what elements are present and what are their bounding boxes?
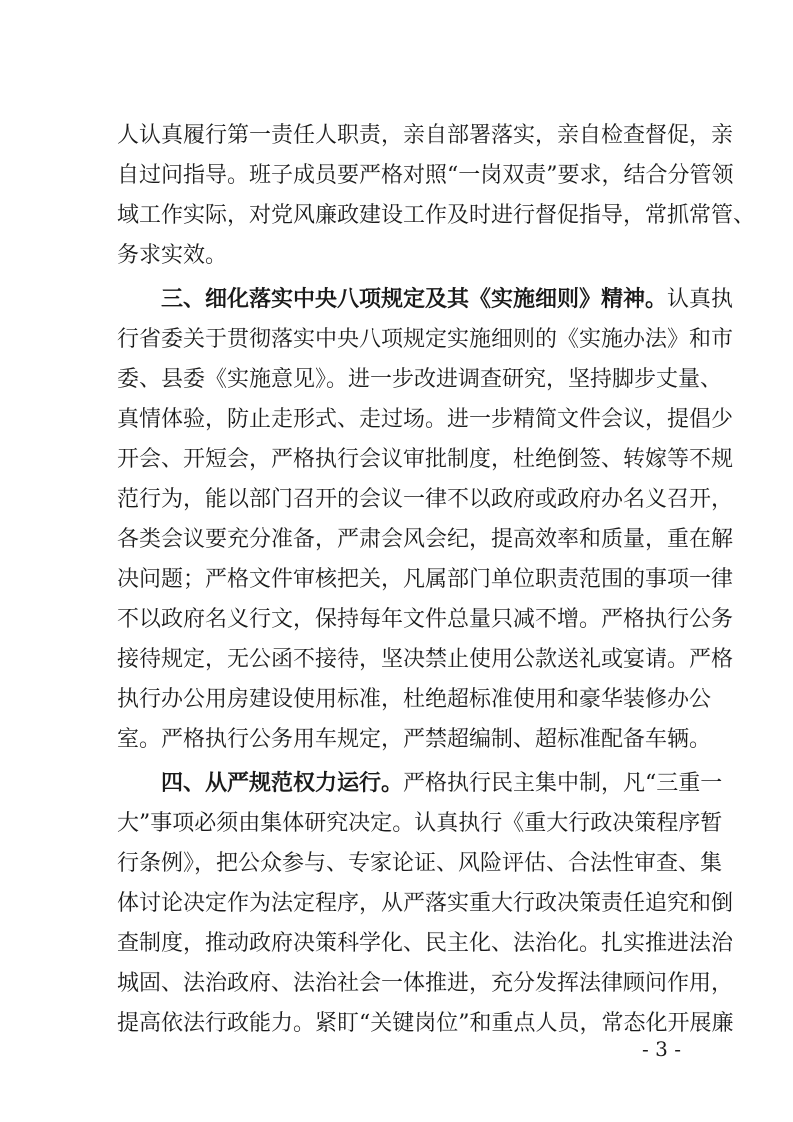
- paragraph-line: 行省委关于贯彻落实中央八项规定实施细则的《实施办法》和市: [117, 327, 734, 352]
- section-four-first-line: [161, 764, 723, 804]
- section-heading-three: 三、细化落实中央八项规定及其《实施细则》精神。: [161, 287, 668, 312]
- paragraph-line: 决问题；严格文件审核把关，凡属部门单位职责范围的事项一律: [117, 567, 734, 592]
- page-number: - 3 -: [642, 1037, 681, 1061]
- paragraph-line: 范行为，能以部门召开的会议一律不以政府或政府办名义召开，: [117, 487, 734, 512]
- paragraph-line: 接待规定，无公函不接待，坚决禁止使用公款送礼或宴请。严格: [117, 647, 734, 672]
- paragraph-line: 各类会议要充分准备，严肃会风会纪，提高效率和质量，重在解: [117, 527, 734, 552]
- paragraph-line: 执行办公用房建设使用标准，杜绝超标准使用和豪华装修办公: [117, 687, 712, 712]
- paragraph-line: 不以政府名义行文，保持每年文件总量只减不增。严格执行公务: [117, 607, 734, 632]
- paragraph-line: 委、县委《实施意见》。进一步改进调查研究，坚持脚步丈量、: [117, 367, 723, 392]
- paragraph-line: 查制度，推动政府决策科学化、民主化、法治化。扎实推进法治: [117, 931, 734, 956]
- paragraph-line: 真情体验，防止走形式、走过场。进一步精简文件会议，提倡少: [117, 407, 734, 432]
- paragraph-line: 大”事项必须由集体研究决定。认真执行《重大行政决策程序暂: [117, 811, 723, 836]
- paragraph-text: 严格执行民主集中制，凡“三重一: [403, 771, 723, 796]
- paragraph-text: 认真执: [667, 287, 734, 312]
- paragraph-line: 人认真履行第一责任人职责，亲自部署落实，亲自检查督促，亲: [117, 123, 734, 148]
- paragraph-line: 务求实效。: [117, 243, 228, 268]
- section-heading-four: 四、从严规范权力运行。: [161, 771, 404, 796]
- paragraph-line: 自过问指导。班子成员要严格对照“一岗双责”要求，结合分管领: [117, 163, 734, 188]
- paragraph-line: 室。严格执行公务用车规定，严禁超编制、超标准配备车辆。: [117, 727, 712, 752]
- paragraph-line: 行条例》，把公众参与、专家论证、风险评估、合法性审查、集: [117, 851, 723, 876]
- paragraph-line: 域工作实际，对党风廉政建设工作及时进行督促指导，常抓常管、: [117, 203, 756, 228]
- section-three-first-line: [161, 280, 734, 320]
- paragraph-line: 城固、法治政府、法治社会一体推进，充分发挥法律顾问作用，: [117, 971, 734, 996]
- paragraph-line: 提高依法行政能力。紧盯“关键岗位”和重点人员，常态化开展廉: [117, 1011, 734, 1036]
- paragraph-line: 开会、开短会，严格执行会议审批制度，杜绝倒签、转嫁等不规: [117, 447, 734, 472]
- paragraph-line: 体讨论决定作为法定程序，从严落实重大行政决策责任追究和倒: [117, 891, 734, 916]
